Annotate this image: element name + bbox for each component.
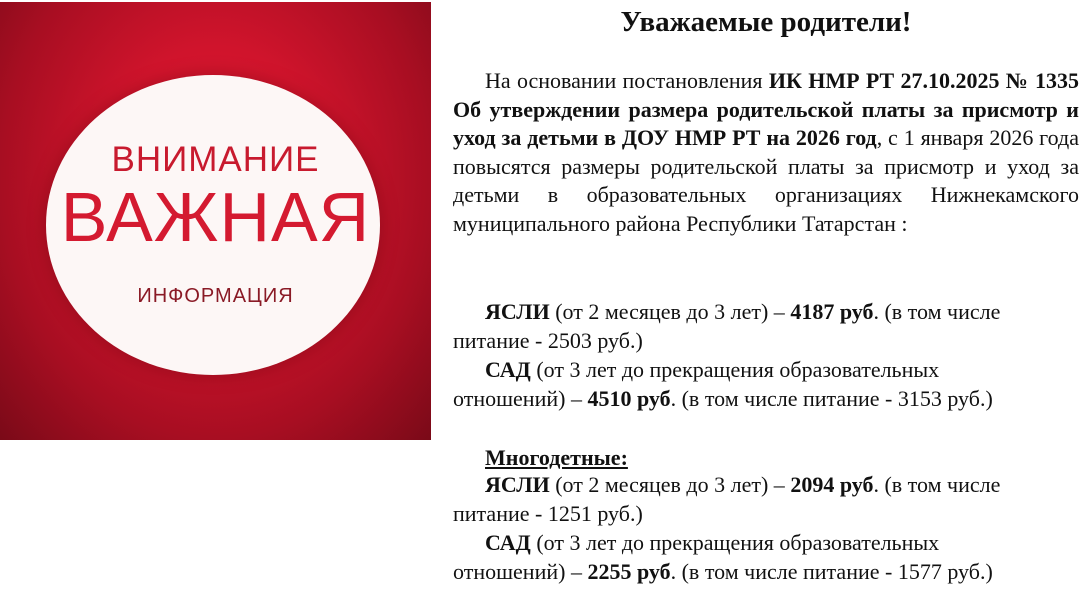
sad-label: САД (485, 357, 531, 382)
sad-price: 4510 руб (587, 385, 671, 411)
large-yasli-paragraph (453, 471, 1079, 528)
banner-information-text: ИНФОРМАЦИЯ (137, 285, 294, 307)
large-sad-paragraph (453, 529, 1013, 586)
large-yasli-label: ЯСЛИ (485, 472, 550, 497)
large-sad-note: . (в том числе питание - 1577 руб.) (670, 558, 993, 584)
intro-lead: На основании постановления (485, 68, 769, 93)
large-sad-age: (от 3 лет до прекращения образовательных отношений) – (453, 530, 940, 584)
intro-resolution: ИК НМР РТ 27.10.2025 № 1335 Об утверждении размера родительской платы за присмотр и уход за детьми в ДОУ НМР РТ на 2026 год (453, 68, 1080, 150)
yasli-label: ЯСЛИ (485, 299, 550, 324)
large-families-heading: Многодетные: (485, 445, 628, 470)
banner-attention-text: ВНИМАНИЕ (111, 140, 320, 179)
standard-yasli-paragraph (453, 298, 1079, 355)
notice-intro-paragraph (453, 67, 1079, 238)
yasli-price: 4187 руб (790, 299, 874, 324)
large-yasli-age: (от 2 месяцев до 3 лет) – (549, 472, 791, 497)
large-sad-price: 2255 руб (587, 558, 671, 584)
yasli-note: . (в том числе питание - 2503 руб.) (453, 299, 1001, 353)
yasli-age: (от 2 месяцев до 3 лет) – (549, 299, 791, 324)
sad-note: . (в том числе питание - 3153 руб.) (670, 385, 993, 411)
large-yasli-note: . (в том числе питание - 1251 руб.) (453, 472, 1001, 526)
large-yasli-price: 2094 руб (790, 472, 874, 497)
sad-age: (от 3 лет до прекращения образовательных отношений) – (453, 357, 940, 411)
banner-important-text: ВАЖНАЯ (60, 178, 371, 256)
intro-rest: , с 1 января 2026 года повысятся размеры родительской платы за присмотр и уход за детьми в образовательных организациях Нижнекамского муниципального района Республики Татарстан : (453, 125, 1079, 236)
important-info-banner (0, 2, 431, 440)
notice-title: Уважаемые родители! (620, 6, 912, 38)
large-families-heading-row (453, 444, 1079, 473)
standard-sad-paragraph (453, 356, 1013, 413)
large-sad-label: САД (485, 530, 531, 555)
